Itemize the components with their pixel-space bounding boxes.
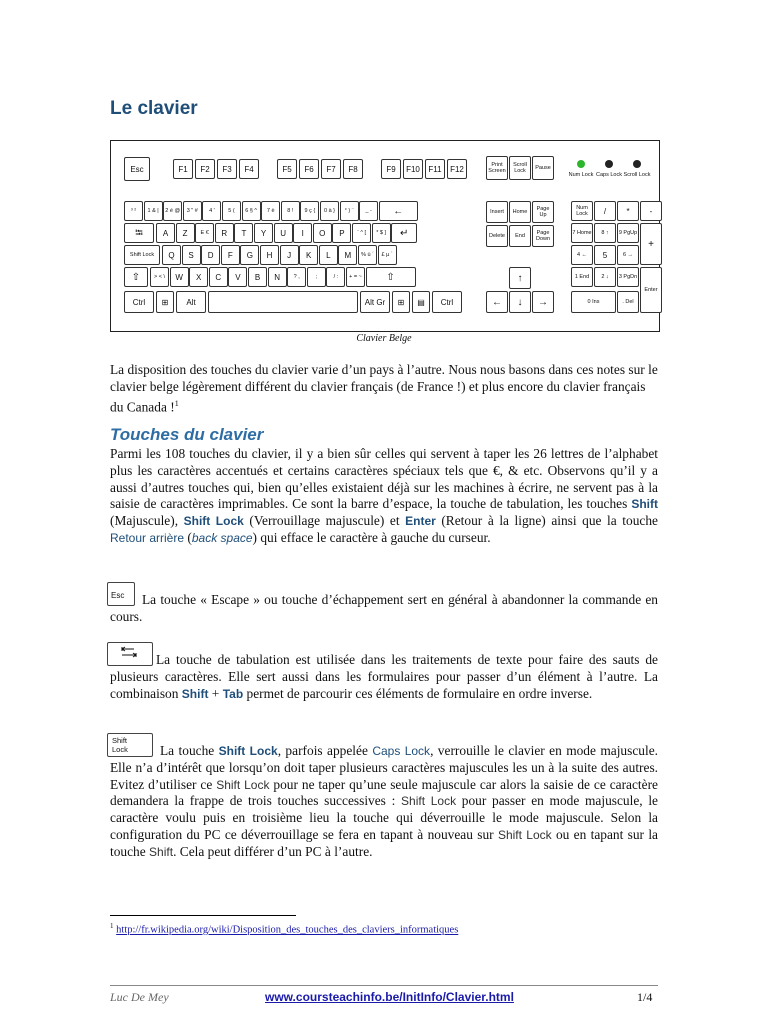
key-f8: F8 bbox=[343, 159, 363, 179]
key-a-0: A bbox=[156, 223, 175, 243]
key-nav-3: Delete bbox=[486, 225, 508, 247]
key-altgr: Alt Gr bbox=[360, 291, 390, 313]
key-sys-2: Pause bbox=[532, 156, 554, 180]
footer-author: Luc De Mey bbox=[110, 990, 169, 1004]
key-q-8: L bbox=[319, 245, 338, 265]
key-windows-left: ⊞ bbox=[156, 291, 174, 313]
footnote-separator bbox=[110, 915, 296, 916]
key-w-4: V bbox=[228, 267, 247, 287]
key-w-5: B bbox=[248, 267, 267, 287]
key-menu: ▤ bbox=[412, 291, 430, 313]
key-np-1: 1 End bbox=[571, 267, 593, 287]
footer-page-number: 1/4 bbox=[637, 990, 653, 1004]
key-q-1: S bbox=[182, 245, 201, 265]
key-q-2: D bbox=[201, 245, 220, 265]
key-np-0: 0 Ins bbox=[571, 291, 616, 313]
key-q-9: M bbox=[338, 245, 357, 265]
key-num-3: 3 " # bbox=[183, 201, 202, 221]
key-q-0: Q bbox=[162, 245, 181, 265]
paragraph-shift-lock: La touche Shift Lock, parfois appelée Caps Lock, verrouille le clavier en mode majuscule. Elle n’a d’intérêt que lorsqu’on doit taper plusieurs caractères majuscules les un à la suite des autres. Evitez d’utiliser ce Shift Lock pour ne taper qu’une seule majuscule car alors la saisie de ce caractère demandera la frappe de trois touches successives : Shift Lock pour passer en mode majuscule, le caractère voulu puis en troisième lieu la touche qui déverrouille le mode majuscule. Selon la configuration du PC ce déverrouillage se fera en tapant à nouveau sur Shift Lock ou en tapant sur la touche Shift. Cela peut différer d’un PC à l’autre. bbox=[110, 743, 658, 859]
key-num-8: 8 ! bbox=[281, 201, 300, 221]
key-q-7: K bbox=[299, 245, 318, 265]
key-arrow-up: ↑ bbox=[509, 267, 531, 289]
key-a-9: P bbox=[332, 223, 351, 243]
intro-paragraph: La disposition des touches du clavier varie d’un pays à l’autre. Nous nous basons dans ces notes sur le clavier belge légèrement différent du clavier français (de France !) et plus encore du clavier français du Canada !$^1$ bbox=[110, 362, 658, 415]
key-w-8: ; bbox=[307, 267, 326, 287]
key-f10: F10 bbox=[403, 159, 423, 179]
key-arrow-right: → bbox=[532, 291, 554, 313]
key-w-7: ? , bbox=[287, 267, 306, 287]
key-f2: F2 bbox=[195, 159, 215, 179]
footer-separator bbox=[110, 985, 658, 986]
key-enter: ↵ bbox=[391, 223, 417, 243]
key-space bbox=[208, 291, 358, 313]
key-np-div: / bbox=[594, 201, 616, 221]
led-2 bbox=[633, 160, 641, 168]
section-title: Touches du clavier bbox=[110, 425, 264, 444]
footnote: $^1$ http://fr.wikipedia.org/wiki/Disposition_des_touches_des_claviers_informatiques bbox=[110, 922, 459, 936]
key-np-4: 4 ← bbox=[571, 245, 593, 265]
key-ctrl-left: Ctrl bbox=[124, 291, 154, 313]
key-a-11: * $ ] bbox=[372, 223, 391, 243]
keyboard-illustration bbox=[110, 140, 660, 332]
led-label-0: Num Lock bbox=[568, 172, 594, 178]
key-np-enter: Enter bbox=[640, 267, 662, 313]
key-f5: F5 bbox=[277, 159, 297, 179]
key-f12: F12 bbox=[447, 159, 467, 179]
paragraph-touches: Parmi les 108 touches du clavier, il y a bien sûr celles qui servent à taper les 26 lettres de l’alphabet plus les caractères accentués et certains caractères spéciaux tels que €, & etc. Observons qu’il y a aussi d’autres touches qui, bien qu’elles existaient déjà sur les machines à écrire, ne servent pas à la saisie de caractères imprimables. Ce sont la barre d’espace, la touche de tabulation, les touches Shift (Majuscule), Shift Lock (Verrouillage majuscule) et Enter (Retour à la ligne) ainsi que la touche Retour arrière (back space) qui efface le caractère à gauche du curseur. bbox=[110, 446, 658, 545]
key-ctrl-right: Ctrl bbox=[432, 291, 462, 313]
key-alt: Alt bbox=[176, 291, 206, 313]
key-arrow-down: ↓ bbox=[509, 291, 531, 313]
key-sys-0: Print Screen bbox=[486, 156, 508, 180]
key-q-5: H bbox=[260, 245, 279, 265]
key-w-9: / : bbox=[326, 267, 345, 287]
key-sys-1: Scroll Lock bbox=[509, 156, 531, 180]
key-num-11: ° ) ¨ bbox=[340, 201, 359, 221]
key-f6: F6 bbox=[299, 159, 319, 179]
page-title: Le clavier bbox=[110, 98, 198, 119]
key-f4: F4 bbox=[239, 159, 259, 179]
key-a-10: ¨ ^ [ bbox=[352, 223, 371, 243]
key-num-6: 6 § ^ bbox=[242, 201, 261, 221]
key-a-2: E € bbox=[195, 223, 214, 243]
key-num-0: ³ ² bbox=[124, 201, 143, 221]
key-w-3: C bbox=[209, 267, 228, 287]
key-tab: ⭾ bbox=[124, 223, 154, 243]
key-windows-right: ⊞ bbox=[392, 291, 410, 313]
key-w-2: X bbox=[189, 267, 208, 287]
key-np-2: 2 ↓ bbox=[594, 267, 616, 287]
key-nav-0: Insert bbox=[486, 201, 508, 223]
key-a-7: I bbox=[293, 223, 312, 243]
led-1 bbox=[605, 160, 613, 168]
led-0 bbox=[577, 160, 585, 168]
key-np-5: 5 bbox=[594, 245, 616, 265]
key-esc: Esc bbox=[124, 157, 150, 181]
key-f9: F9 bbox=[381, 159, 401, 179]
key-a-5: Y bbox=[254, 223, 273, 243]
figure-caption: Clavier Belge bbox=[356, 333, 412, 344]
key-np-mul: * bbox=[617, 201, 639, 221]
led-label-2: Scroll Lock bbox=[623, 172, 651, 178]
key-f3: F3 bbox=[217, 159, 237, 179]
key-a-1: Z bbox=[176, 223, 195, 243]
key-a-6: U bbox=[274, 223, 293, 243]
key-nav-1: Home bbox=[509, 201, 531, 223]
paragraph-esc: La touche « Escape » ou touche d’échappement sert en général à abandonner la commande en cours. bbox=[110, 592, 658, 624]
key-num-5: 5 ( bbox=[222, 201, 241, 221]
key-f11: F11 bbox=[425, 159, 445, 179]
key-f1: F1 bbox=[173, 159, 193, 179]
key-w-0: > < \ bbox=[150, 267, 169, 287]
key-np-3: 3 PgDn bbox=[617, 267, 639, 287]
esc-key-icon: Esc bbox=[107, 582, 135, 606]
key-w-10: + = ~ bbox=[346, 267, 365, 287]
key-shift-right: ⇧ bbox=[366, 267, 416, 287]
key-np-9: 9 PgUp bbox=[617, 223, 639, 243]
key-num-9: 9 ç { bbox=[300, 201, 319, 221]
key-w-6: N bbox=[268, 267, 287, 287]
key-nav-5: Page Down bbox=[532, 225, 554, 247]
key-w-1: W bbox=[170, 267, 189, 287]
key-shift-left: ⇧ bbox=[124, 267, 148, 287]
footnote-link[interactable]: http://fr.wikipedia.org/wiki/Disposition_des_touches_des_claviers_informatiques bbox=[116, 924, 459, 936]
key-np-6: 6 → bbox=[617, 245, 639, 265]
key-np-8: 8 ↑ bbox=[594, 223, 616, 243]
key-q-6: J bbox=[280, 245, 299, 265]
footer-url[interactable]: www.coursteachinfo.be/InitInfo/Clavier.html bbox=[265, 990, 514, 1004]
key-q-3: F bbox=[221, 245, 240, 265]
key-num-4: 4 ' bbox=[202, 201, 221, 221]
key-shift-lock: Shift Lock bbox=[124, 245, 160, 265]
key-q-11: £ µ ` bbox=[378, 245, 397, 265]
paragraph-tab: La touche de tabulation est utilisée dans les traitements de texte pour faire des sauts de plusieurs caractères. Elle sert aussi dans les formulaires pour passer d’un élément à l’autre. La combinaison Shift + Tab permet de parcourir ces éléments de formulaire en ordre inverse. bbox=[110, 652, 658, 701]
key-a-8: O bbox=[313, 223, 332, 243]
key-np-minus: - bbox=[640, 201, 662, 221]
key-a-4: T bbox=[234, 223, 253, 243]
key-nav-4: End bbox=[509, 225, 531, 247]
key-np-7: 7 Home bbox=[571, 223, 593, 243]
key-num-10: 0 à } bbox=[320, 201, 339, 221]
key-a-3: R bbox=[215, 223, 234, 243]
key-f7: F7 bbox=[321, 159, 341, 179]
led-label-1: Caps Lock bbox=[596, 172, 622, 178]
key-np-plus: + bbox=[640, 223, 662, 265]
shift-lock-key-icon: Shift Lock bbox=[107, 733, 153, 757]
key-q-4: G bbox=[240, 245, 259, 265]
key-nav-2: Page Up bbox=[532, 201, 554, 223]
key-q-10: % ù ´ bbox=[358, 245, 377, 265]
key-numlock: Num Lock bbox=[571, 201, 593, 221]
key-num-7: 7 è bbox=[261, 201, 280, 221]
key-backspace: ← bbox=[379, 201, 418, 221]
key-np-del: . Del bbox=[617, 291, 639, 313]
key-num-12: _ - bbox=[359, 201, 378, 221]
key-num-2: 2 é @ bbox=[163, 201, 182, 221]
key-num-1: 1 & | bbox=[144, 201, 163, 221]
key-arrow-left: ← bbox=[486, 291, 508, 313]
